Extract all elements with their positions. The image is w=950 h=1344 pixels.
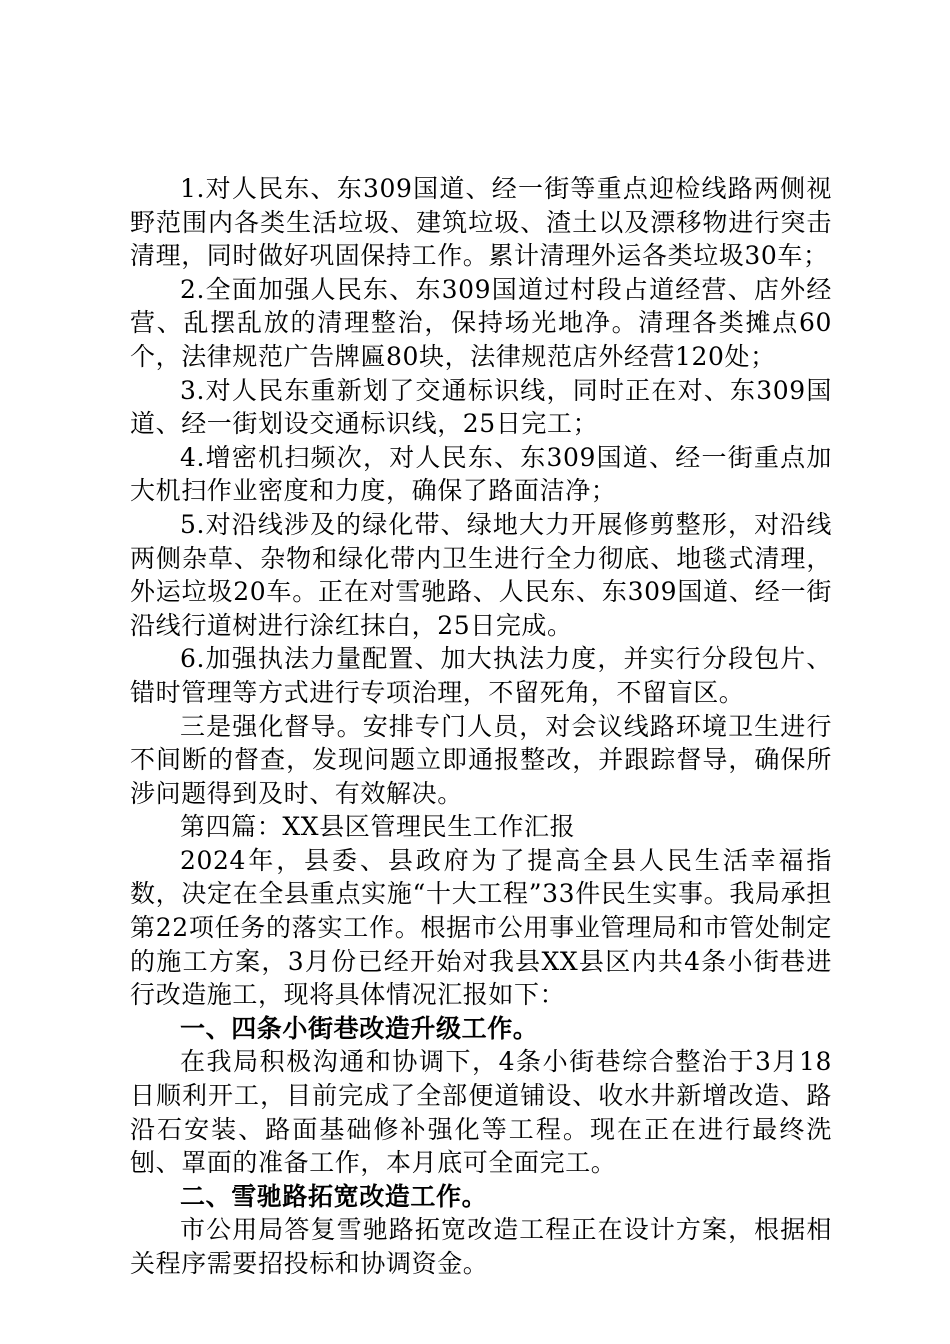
paragraph-intro: 2024年，县委、县政府为了提高全县人民生活幸福指数，决定在全县重点实施“十大工程”33件民生实事。我局承担第22项任务的落实工作。根据市公用事业管理局和市管处制定的施工方案，3月份已经开始对我县XX县区内共4条小街巷进行改造施工，现将具体情况汇报如下： bbox=[130, 845, 832, 1010]
paragraph-section-1: 在我局积极沟通和协调下，4条小街巷综合整治于3月18日顺利开工，目前完成了全部便道铺设、收水井新增改造、路沿石安装、路面基础修补强化等工程。现在正在进行最终洗刨、罩面的准备工作，本月底可全面完工。 bbox=[130, 1047, 832, 1178]
paragraph-item-2: 2.全面加强人民东、东309国道过村段占道经营、店外经营、乱摆乱放的清理整治，保持场光地净。清理各类摊点60个，法律规范广告牌匾80块，法律规范店外经营120处； bbox=[130, 274, 832, 371]
paragraph-item-1: 1.对人民东、东309国道、经一街等重点迎检线路两侧视野范围内各类生活垃圾、建筑垃圾、渣土以及漂移物进行突击清理，同时做好巩固保持工作。累计清理外运各类垃圾30车； bbox=[130, 174, 832, 271]
document-body bbox=[130, 172, 832, 1281]
paragraph-item-4: 4.增密机扫频次，对人民东、东309国道、经一街重点加大机扫作业密度和力度，确保了路面洁净； bbox=[130, 442, 832, 506]
chapter-title: 第四篇：XX县区管理民生工作汇报 bbox=[180, 812, 576, 842]
section-heading-1: 一、四条小街巷改造升级工作。 bbox=[180, 1013, 539, 1043]
section-heading-2: 二、雪驰路拓宽改造工作。 bbox=[180, 1181, 488, 1211]
paragraph-section-2: 市公用局答复雪驰路拓宽改造工程正在设计方案，根据相关程序需要招投标和协调资金。 bbox=[130, 1215, 832, 1278]
paragraph-item-5: 5.对沿线涉及的绿化带、绿地大力开展修剪整形，对沿线两侧杂草、杂物和绿化带内卫生进行全力彻底、地毯式清理，外运垃圾20车。正在对雪驰路、人民东、东309国道、经一街沿线行道树进行涂红抹白，25日完成。 bbox=[130, 509, 832, 640]
paragraph-supervision: 三是强化督导。安排专门人员，对会议线路环境卫生进行不间断的督查，发现问题立即通报整改，并跟踪督导，确保所涉问题得到及时、有效解决。 bbox=[130, 711, 832, 808]
paragraph-item-3: 3.对人民东重新划了交通标识线，同时正在对、东309国道、经一街划设交通标识线，25日完工； bbox=[130, 375, 832, 439]
paragraph-item-6: 6.加强执法力量配置、加大执法力度，并实行分段包片、错时管理等方式进行专项治理，不留死角，不留盲区。 bbox=[130, 644, 832, 707]
